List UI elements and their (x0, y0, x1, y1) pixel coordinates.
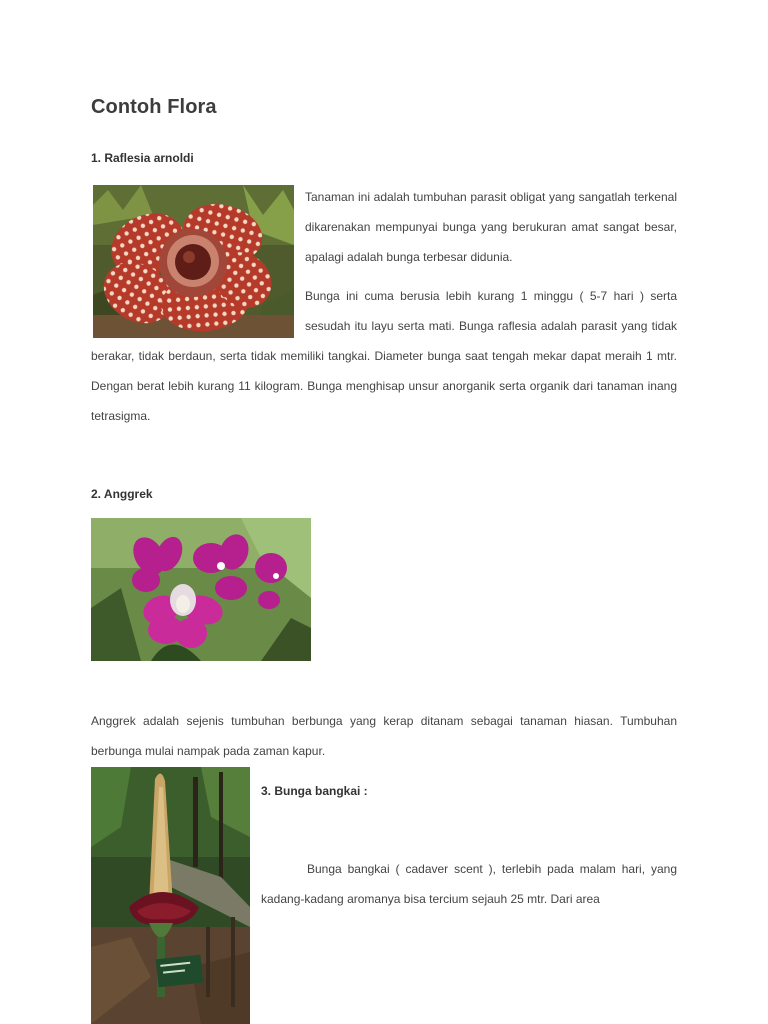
orchid-flower-photo-icon (91, 518, 311, 661)
anggrek-paragraph: Anggrek adalah sejenis tumbuhan berbunga yang kerap ditanam sebagai tanaman hiasan. Tumbuhan berbunga mulai nampak pada zaman kapur. (91, 714, 677, 758)
section-heading-bunga-bangkai: 3. Bunga bangkai : (261, 784, 368, 798)
rafflesia-flower-photo-icon (93, 185, 294, 338)
page-title: Contoh Flora (91, 96, 217, 118)
section-heading-anggrek: 2. Anggrek (91, 487, 153, 501)
corpse-flower-photo-icon (91, 767, 250, 1024)
raflesia-description (91, 182, 677, 431)
raflesia-paragraph-1: Tanaman ini adalah tumbuhan parasit obligat yang sangatlah terkenal dikarenakan mempunyai bunga yang berukuran amat sangat besar, apalagi adalah bunga terbesar didunia. (305, 190, 677, 264)
section-heading-raflesia: 1. Raflesia arnoldi (91, 151, 194, 165)
raflesia-paragraph-2: Bunga ini cuma berusia lebih kurang 1 minggu ( 5-7 hari ) serta sesudah itu layu serta mati. Bunga raflesia adalah parasit yang tidak berakar, tidak berdaun, serta tidak memiliki tangkai. Diameter bunga saat tengah mekar dapat meraih 1 mtr. Dengan berat lebih kurang 11 kilogram. Bunga menghisap unsur anorganik serta organik dari tanaman inang tetrasigma. (91, 289, 677, 423)
bunga-bangkai-paragraph: Bunga bangkai ( cadaver scent ), terlebih pada malam hari, yang kadang-kadang aromanya bisa tercium sejauh 25 mtr. Dari area (261, 862, 677, 906)
